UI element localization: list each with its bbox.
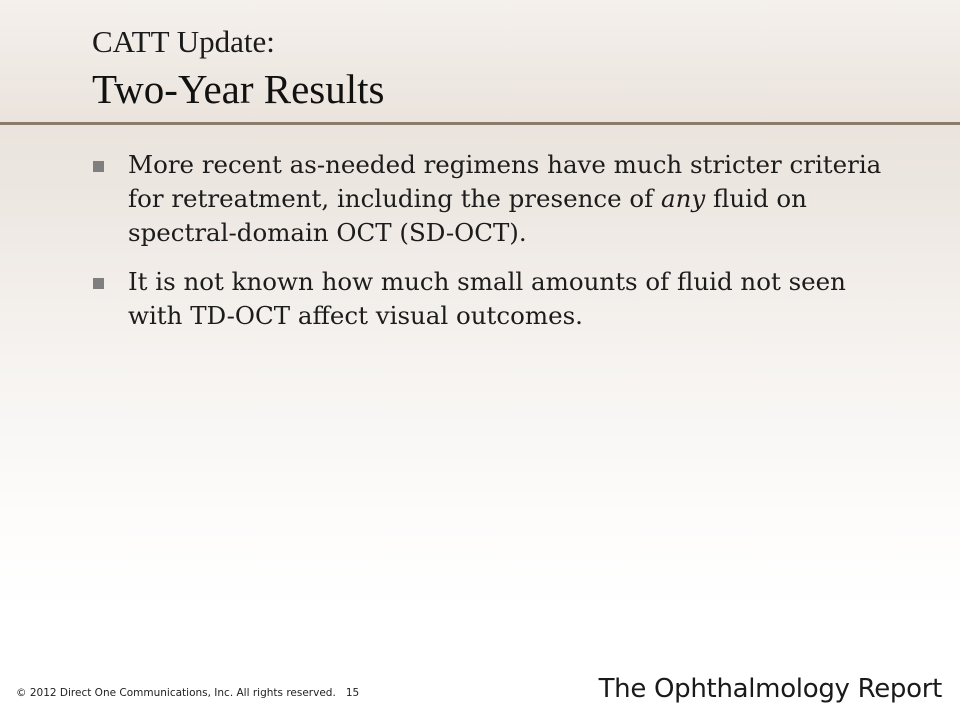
bullet-2-text: It is not known how much small amounts of fluid not seen with TD-OCT affect visual outcomes. <box>128 267 846 330</box>
bullet-1-text-before: More recent as-needed regimens have much stricter criteria for retreatment, including the presence of <box>128 150 882 213</box>
slide-title-line-2: Two-Year Results <box>92 66 385 112</box>
copyright-text: © 2012 Direct One Communications, Inc. All rights reserved. <box>16 687 336 699</box>
title-divider <box>0 122 960 125</box>
bullet-1-emphasis: any <box>660 184 706 213</box>
footer-copyright <box>16 687 359 699</box>
square-bullet-icon <box>93 278 104 289</box>
slide-title-line-1: CATT Update: <box>92 24 275 59</box>
page-number: 15 <box>345 687 360 699</box>
bullet-item-1 <box>92 148 892 250</box>
title-band <box>0 0 960 122</box>
square-bullet-icon <box>93 161 104 172</box>
bullet-item-2 <box>92 265 892 333</box>
bullet-list <box>92 148 892 348</box>
brand-logo-text: The Ophthalmology Report <box>598 674 942 704</box>
bullet-1-text-after: fluid on spectral-domain OCT (SD-OCT). <box>128 184 807 247</box>
